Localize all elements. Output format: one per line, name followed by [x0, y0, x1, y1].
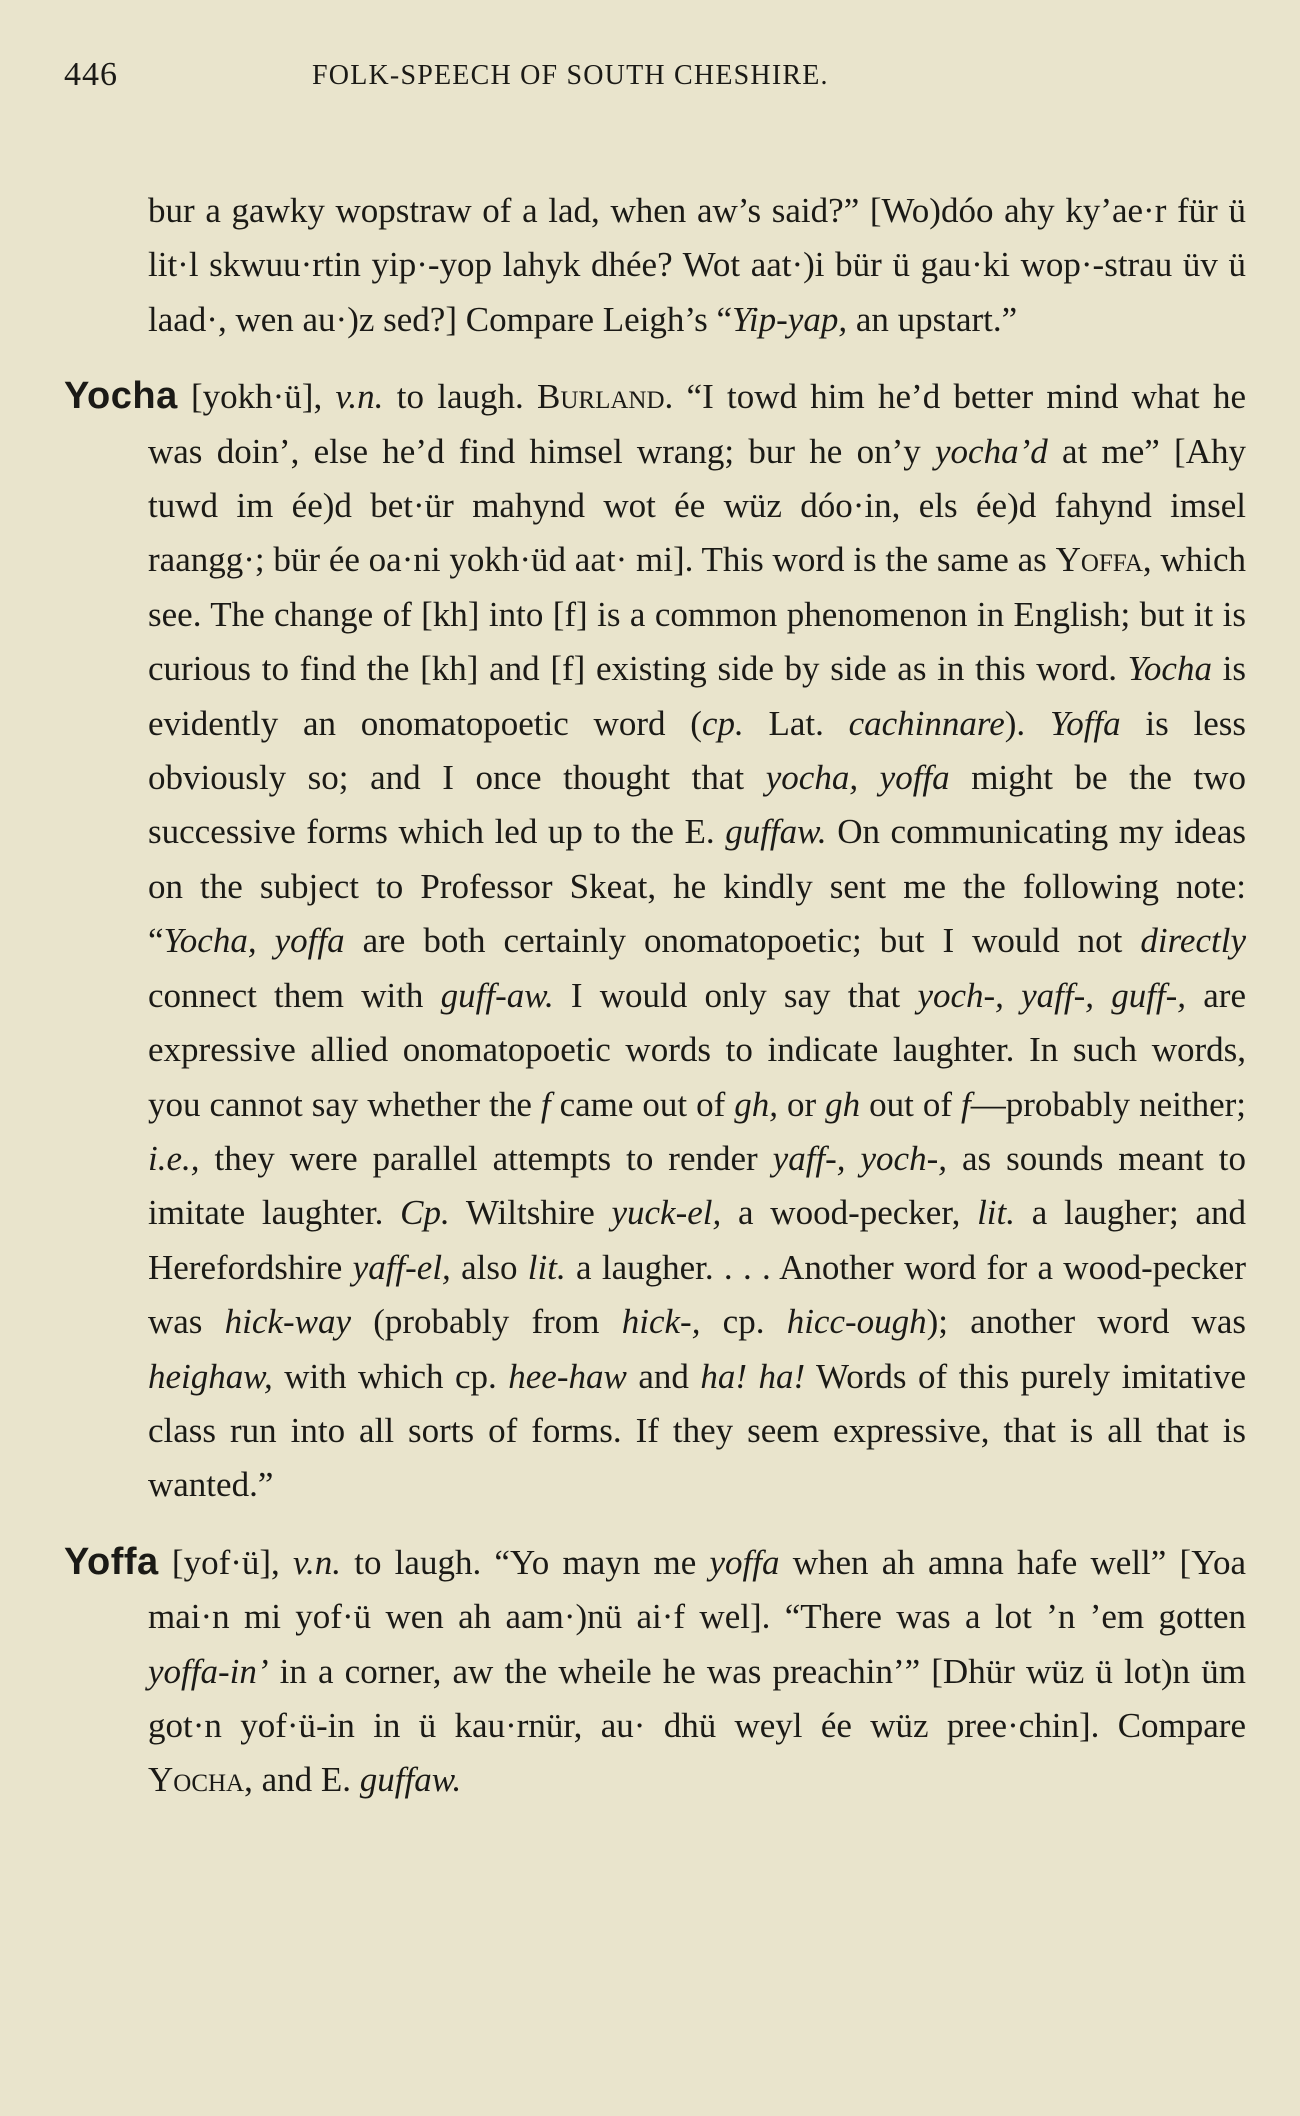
- continuation-paragraph: bur a gawky wopstraw of a lad, when aw’s said?” [Wo)dóo ahy ky’ae·r für ü lit·l skwuu·rtin yip·-yop lahyk dhée? Wot aat·)i bür ü gau·ki wop·-strau üv ü laad·, wen au·)z sed?] Compare Leigh’s “Yip-yap, an upstart.”: [148, 191, 1246, 339]
- cross-ref-yoffa: Yoffa,: [1055, 540, 1152, 580]
- entry-yoffa: Yoffa [yof·ü], v.n. to laugh. “Yo mayn me yoffa when ah amna hafe well” [Yoa mai·n mi yof·ü wen ah aam·)nü ai·f wel]. “There was a lot ’n ’em gotten yoffa-in’ in a corner, aw the wheile he was preachin’” [Dhür wüz ü lot)n üm got·n yof·ü-in in ü kau·rnür, au· dhü weyl ée wüz pree·chin]. Compare Yocha, and E. guffaw.: [64, 1540, 1246, 1800]
- entry-yocha: Yocha [yokh·ü], v.n. to laugh. Burland. “I towd him he’d better mind what he was doin’, else he’d find himsel wrang; bur he on’y yocha’d at me” [Ahy tuwd im ée)d bet·ür mahynd wot ée wüz dóo·in, els ée)d fahynd imsel raangg·; bür ée oa·ni yokh·üd aat· mi]. This word is the same as Yoffa, which see. The change of [kh] into [f] is a common phenomenon in English; but it is curious to find the [kh] and [f] existing side by side as in this word. Yocha is evidently an onomatopoetic word (cp. Lat. cachinnare). Yoffa is less obviously so; and I once thought that yocha, yoffa might be the two successive forms which led up to the E. guffaw. On communicating my ideas on the subject to Professor Skeat, he kindly sent me the following note: “Yocha, yoffa are both certainly onomatopoetic; but I would not directly connect them with guff-aw. I would only say that yoch-, yaff-, guff-, are expressive allied onomatopoetic words to indicate laughter. In such words, you cannot say whether the f came out of gh, or gh out of f—probably neither; i.e., they were parallel attempts to render yaff-, yoch-, as sounds meant to imitate laughter. Cp. Wiltshire yuck-el, a wood-pecker, lit. a laugher; and Herefordshire yaff-el, also lit. a laugher. . . . Another word for a wood-pecker was hick-way (probably from hick-, cp. hicc-ough); another word was heighaw, with which cp. hee-haw and ha! ha! Words of this purely imitative class run into all sorts of forms. If they seem expressive, that is all that is wanted.”: [64, 375, 1247, 1505]
- running-title: FOLK-SPEECH OF SOUTH CHESHIRE.: [312, 60, 829, 91]
- headword-yoffa: Yoffa: [64, 1540, 159, 1583]
- source-burland: Burland.: [537, 377, 674, 417]
- page-number: 446: [64, 56, 118, 93]
- headword-yocha: Yocha: [64, 375, 178, 418]
- cross-ref-yocha: Yocha,: [148, 1760, 253, 1800]
- page-header: [64, 48, 1246, 108]
